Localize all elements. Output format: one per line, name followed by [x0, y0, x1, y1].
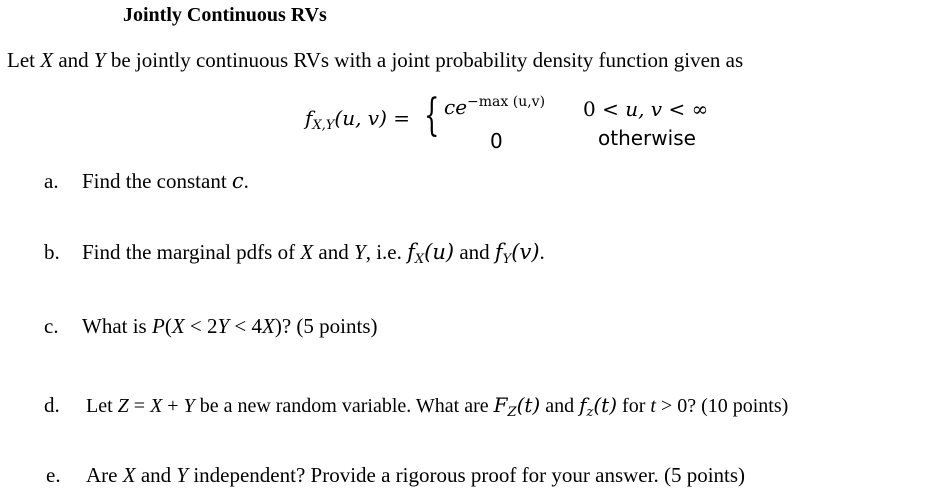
joint-pdf-formula	[300, 92, 740, 158]
question-text: Find the marginal pdfs of X and Y, i.e. $f_X(u)$ and $f_Y(v)$.	[82, 240, 545, 267]
question-text: Find the constant c.	[82, 169, 249, 193]
question-label: e.	[46, 463, 61, 487]
question-label: d.	[44, 393, 60, 417]
formula-lhs: $f_{X,Y}(u$, v) =	[305, 106, 411, 133]
page-title: Jointly Continuous RVs	[123, 4, 327, 26]
question-text: Let Z = X + Y be a new random variable. What are $F_Z(t)$ and $f_z(t)$ for t > 0? (10 points)	[86, 393, 789, 420]
question-label: c.	[44, 314, 59, 338]
formula-case1-value: $ce^{-max (u,v)}$	[444, 94, 546, 119]
intro-paragraph: Let X and Y be jointly continuous RVs with a joint probability density function given as	[7, 48, 744, 72]
formula-brace: {	[424, 90, 440, 141]
question-label: b.	[44, 240, 60, 264]
question-text: Are X and Y independent? Provide a rigorous proof for your answer. (5 points)	[86, 463, 746, 487]
question-label: a.	[44, 169, 59, 193]
formula-case2-condition: otherwise	[598, 126, 696, 150]
formula-case2-value: 0	[490, 129, 503, 153]
formula-case1-condition: 0 < u, v < ∞	[583, 97, 709, 121]
question-text: What is P(X < 2Y < 4X)? (5 points)	[82, 314, 378, 338]
